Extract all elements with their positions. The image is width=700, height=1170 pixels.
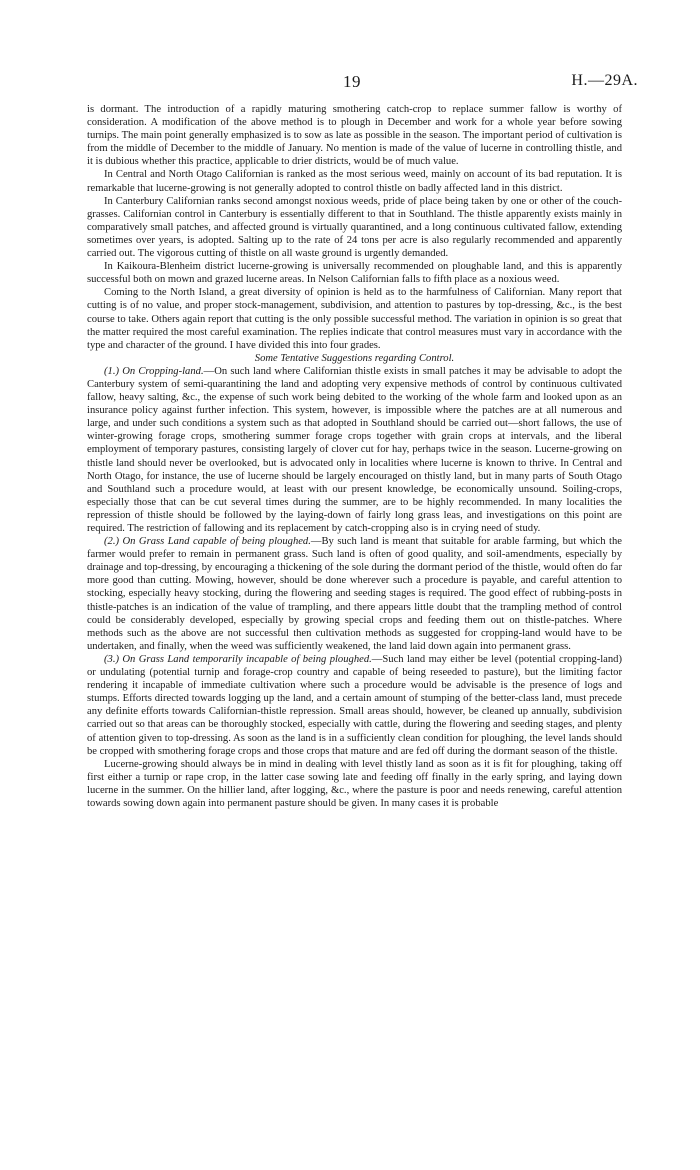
page-header — [0, 72, 700, 96]
paragraph: In Kaikoura-Blenheim district lucerne-growing is universally recommended on ploughable land, and this is apparently successful both on mown and grazed lucerne areas. In Nelson Californian falls to fifth place as a noxious weed. — [87, 261, 622, 286]
paragraph: is dormant. The introduction of a rapidly maturing smothering catch-crop to replace summer fallow is worthy of consideration. A modification of the above method is to plough in December and work for a whole year before sowing turnips. The main point generally emphasized is to sow as late as possible in the season. The important period of cultivation is from the middle of December to the middle of January. No mention is made of the value of lucerne in controlling thistle, and it is dubious whether this practice, applicable to drier districts, would be of much value. — [87, 104, 622, 168]
paragraph: Coming to the North Island, a great diversity of opinion is held as to the harmfulness of Californian. Many report that cutting is of no value, and proper stock-management, subdivision, and attention to pastures by top-dressing, &c., is the best course to take. Others again report that cutting is the only possible successful method. The variation in opinion is so great that the matter required the most careful examination. The replies indicate that control measures must vary in accordance with the type and character of the ground. I have divided this into four grades. — [87, 287, 622, 351]
section-paragraph — [87, 653, 622, 758]
section-label: (2.) On Grass Land capable of being ploughed. — [104, 536, 311, 548]
paragraph: In Central and North Otago Californian is ranked as the most serious weed, mainly on account of its bad reputation. It is remarkable that lucerne-growing is not generally adopted to control thistle on badly affected land in this district. — [87, 169, 622, 194]
section-text: —Such land may either be level (potential cropping-land) or undulating (potential turnip and forage-crop country and capable of being reseeded to pasture), but the limiting factor rendering it incapable of immediate cultivation where such a procedure would be advisable is the presence of logs and stumps. Efforts directed towards logging up the land, and a certain amount of stumping of the better-class land, must precede any definite efforts towards Californian-thistle repression. Small areas should, however, be cleaned up annually, subdivision carried out so that areas can be thoroughly stocked, especially with cattle, during the flowering and seeding stages, and plenty of attention given to top-dressing. As soon as the land is in a sufficiently clean condition for ploughing, the level lands should be cropped with smothering forage crops and those crops that mature and are fed off during the dormant season of the thistle. — [87, 653, 622, 757]
section-paragraph — [87, 365, 622, 535]
section-text: —By such land is meant that suitable for arable farming, but which the farmer would prefer to remain in permanent grass. Such land is often of good quality, and soil-amendments, especially by drainage and top-dressing, by encouraging a thickening of the sole during the dormant period of the thistle, would often do far more good than cutting. Mowing, however, should be done wherever such a procedure is payable, and careful attention to stocking, especially heavy stocking, during the flowering and seeding stages is required. The good effect of rubbing-posts in thistle-patches is an indication of the value of trampling, and there appears little doubt that the trampling method of control could be considerably developed, especially by growing special crops and feeding them out on thistle-patches. Where methods such as the above are not successful then cultivation methods as suggested for cropping-land would have to be undertaken, and finally, when the weed was sufficiently weakened, the land laid down again into permanent grass. — [87, 536, 622, 652]
document-reference: H.—29A. — [571, 72, 638, 89]
section-subheading: Some Tentative Suggestions regarding Control. — [254, 352, 455, 364]
page-number: 19 — [343, 72, 361, 91]
closing-paragraph: Lucerne-growing should always be in mind in dealing with level thistly land as soon as it is fit for ploughing, taking off first either a turnip or rape crop, in the latter case sowing late and feeding off finally in the early spring, and laying down lucerne in the summer. On the hillier land, after logging, &c., where the pasture is poor and needs renewing, careful attention towards sowing down again into permanent pasture should be given. In many cases it is probable — [87, 758, 622, 809]
section-text: —On such land where Californian thistle exists in small patches it may be advisable to adopt the Canterbury system of semi-quarantining the land and adopting very expensive methods of control by continuous cultivated fallow, heavy salting, &c., the expense of such work being debited to the working of the whole farm and looked upon as an insurance policy against further infection. This system, however, is impossible where the patches are at all numerous and large, and under such conditions a system such as that adopted in Southland should be carried out—short fallows, the use of winter-growing forage crops, smothering summer forage crops together with grain crops at intervals, and the liberal employment of temporary pastures, consisting largely of clover cut for hay, perhaps twice in the season. Lucerne-growing on thistle land should never be overlooked, but is advocated only in localities where lucerne is known to thrive. In Central and North Otago, for instance, the use of lucerne should be largely encouraged on thistly land, but in many parts of South Otago and Southland such a procedure would, at least with our present knowledge, be economically unsound. Soiling-crops, especially those that can be cut several times during the summer, are to be highly recommended. In many localities the repression of thistle should be followed by the laying-down of fairly long grass leas, and investigations on this point are required. The restriction of fallowing and its replacement by catch-cropping also is in crying need of study. — [87, 365, 622, 534]
paragraph: In Canterbury Californian ranks second amongst noxious weeds, pride of place being taken by one or other of the couch-grasses. Californian control in Canterbury is essentially different to that in Southland. The thistle apparently exists mainly in comparatively small patches, and affected ground is virtually quarantined, and a long continuous cultivated fallow, extending sometimes over years, is adopted. Salting up to the rate of 24 tons per acre is also regularly recommended and apparently carried out. The vigorous cutting of thistle on all waste ground is urgently demanded. — [87, 195, 622, 260]
body-text — [87, 103, 622, 810]
section-label: (1.) On Cropping-land. — [104, 365, 204, 377]
section-label: (3.) On Grass Land temporarily incapable of being ploughed. — [104, 653, 372, 665]
section-paragraph — [87, 535, 622, 653]
